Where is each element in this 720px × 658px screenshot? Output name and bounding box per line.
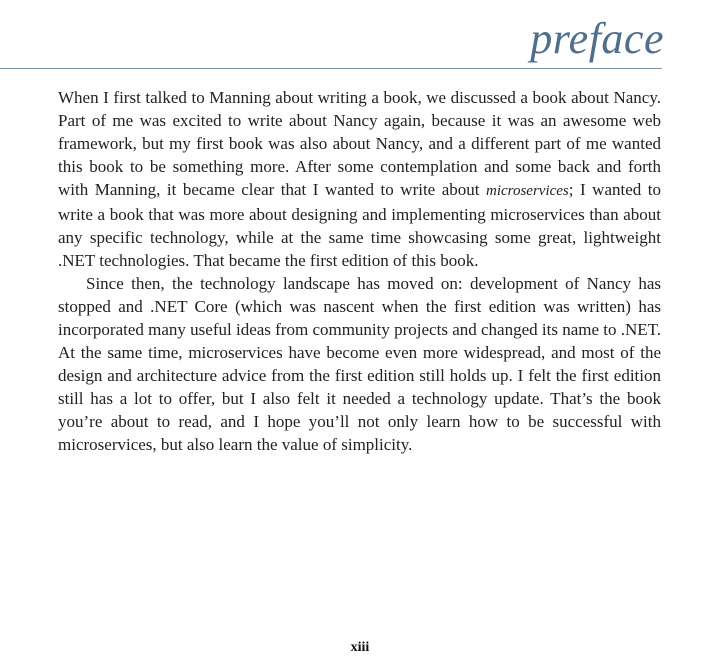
body-text xyxy=(58,86,661,456)
paragraph-1-text-end: ; I wanted to write a book that was more about designing and implementing microservices than about any specific technology, while at the same time showcasing some great, lightweight .NET technologies. That became the first edition of this book. xyxy=(58,180,661,270)
chapter-title: preface xyxy=(530,14,664,63)
page-header xyxy=(0,0,720,70)
paragraph-2: Since then, the technology landscape has moved on: development of Nancy has stopped and .NET Core (which was nascent when the first edition was written) has incorporated many useful ideas from community projects and changed its name to .NET. At the same time, microservices have become even more widespread, and most of the design and architecture advice from the first edition still holds up. I felt the first edition still has a lot to offer, but I also felt it needed a technology update. That’s the book you’re about to read, and I hope you’ll not only learn how to be successful with microservices, but also learn the value of simplicity. xyxy=(58,274,662,454)
header-divider xyxy=(0,68,662,69)
paragraph-1-text-start: When I first talked to Manning about writing a book, we discussed a book about Nancy. Part of me was excited to write about Nancy again, because it was an awesome web framework, but my first book was also about Nancy, and a different part of me wanted this book to be something more. After some contemplation and some back and forth with Manning, it became clear that I wanted to write about xyxy=(58,88,661,199)
emphasized-term: microservices xyxy=(486,183,569,199)
paragraph-1 xyxy=(58,86,661,272)
page-number: xiii xyxy=(350,640,370,655)
